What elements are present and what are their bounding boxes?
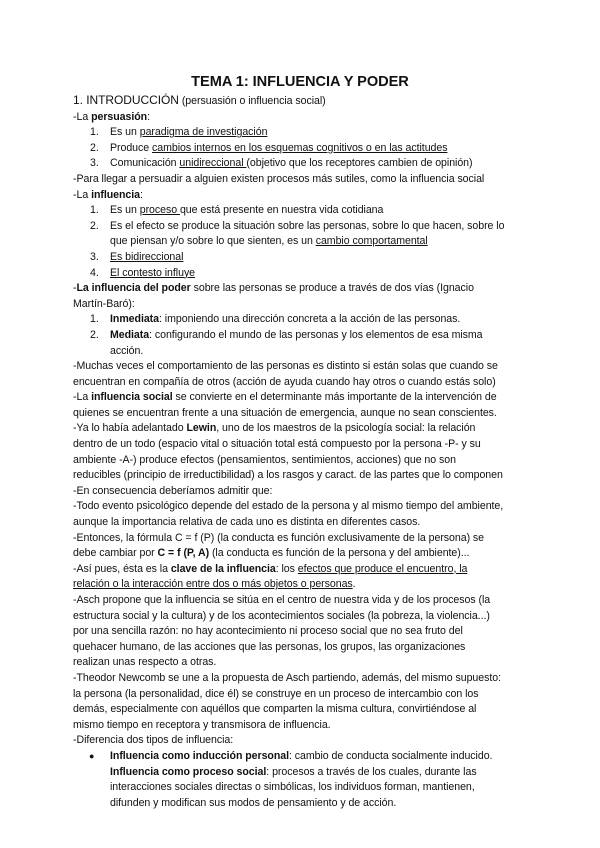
lewin-paragraph: -Ya lo había adelantado Lewin, uno de los maestros de la psicología social: la relación dentro de un todo (espacio vital o situación total está compuesto por la persona -P- y su ambiente -A-) produce efectos (pensamientos, sentimientos, acciones) que no son reducibles (principio de irreductibilidad) a los rasgos y caract. de las partes que lo componen xyxy=(73,422,503,482)
influencia-heading: -La influencia: xyxy=(73,188,143,201)
list-item: 2. Produce cambios internos en los esquemas cognitivos o en las actitudes xyxy=(90,141,448,154)
persuasion-heading: -La persuasión: xyxy=(73,110,150,123)
document-title: TEMA 1: INFLUENCIA Y PODER xyxy=(191,74,409,90)
bullet-icon: ● xyxy=(89,750,95,761)
persuasion-note: -Para llegar a persuadir a alguien existen procesos más sutiles, como la influencia social xyxy=(73,172,485,185)
list-item: 4. El contesto influye xyxy=(90,266,196,279)
list-item: 1. Es un proceso que está presente en nuestra vida cotidiana xyxy=(90,204,384,217)
list-item: 3. Comunicación unidireccional (objetivo que los receptores cambien de opinión) xyxy=(90,157,473,170)
proceso-social-item: Influencia como proceso social: procesos a través de los cuales, durante las interacciones sociales directas o simbólicas, los individuos forman, mantienen, difunden y modifican sus modos de pensamiento y de acción. xyxy=(110,765,477,809)
influencia-social-paragraph: -La influencia social se convierte en el determinante más importante de la intervención de quienes se encuentran frente a una situación de emergencia, aunque no sean conscientes. xyxy=(73,391,497,419)
list-item: 2. Mediata: configurando el mundo de las personas y los elementos de esa misma acción. xyxy=(90,328,483,357)
todo-evento-paragraph: -Todo evento psicológico depende del estado de la persona y al mismo tiempo del ambiente, aunque la importancia relativa de cada uno es distinta en diferentes casos. xyxy=(73,500,504,529)
poder-list xyxy=(73,312,535,359)
influencia-list xyxy=(73,203,535,281)
asch-paragraph: -Asch propone que la influencia se sitúa en el centro de nuestra vida y de los procesos (la estructura social y la cultura) y de los acontecimientos sociales (la pobreza, la violencia...) por una sencilla razón: no hay acontecimiento ni proceso social que no sea fruto del quehacer humano, de las acciones que las personas, los grupos, las organizaciones realizan unas respecto a otras. xyxy=(73,594,491,669)
list-item: 1. Inmediata: imponiendo una dirección concreta a la acción de las personas. xyxy=(90,313,461,326)
formula-paragraph: -Entonces, la fórmula C = f (P) (la conducta es función exclusivamente de la persona) se debe cambiar por C = f (P, A) (la conducta es función de la persona y del ambiente)... xyxy=(73,531,485,560)
newcomb-paragraph: -Theodor Newcomb se une a la propuesta de Asch partiendo, además, del mismo supuesto: la persona (la personalidad, dice él) se construye en un proceso de intercambio con los demás, especialmente con aquéllos que comparten la misma cultura, convirtiéndose al mismo tiempo en receptora y transmisora de influencia. xyxy=(73,671,501,731)
list-item: 2. Es el efecto se produce la situación sobre las personas, sobre lo que hacen, sobre lo que piensan y/o sobre lo que sienten, es un cambio comportamental xyxy=(90,219,505,248)
poder-paragraph: -La influencia del poder sobre las personas se produce a través de dos vías (Ignacio Martín-Baró): xyxy=(73,282,474,310)
intro-heading: 1. INTRODUCCIÓN (persuasión o influencia social) xyxy=(73,93,326,107)
consecuencia-paragraph: -En consecuencia deberíamos admitir que: xyxy=(73,484,273,497)
clave-paragraph: -Así pues, ésta es la clave de la influencia: los efectos que produce el encuentro, la relación o la interacción entre dos o más objetos o personas. xyxy=(73,562,468,591)
persuasion-list xyxy=(73,125,535,172)
muchas-veces-paragraph: -Muchas veces el comportamiento de las personas es distinto si están solas que cuando se encuentran en compañía de otros (acción de ayuda cuando hay otros o cuando estás solo) xyxy=(73,360,498,388)
tipos-list xyxy=(73,749,535,765)
list-item: 1. Es un paradigma de investigación xyxy=(90,126,268,139)
list-item: 3. Es bidireccional xyxy=(90,250,184,263)
list-item: ● Influencia como inducción personal: cambio de conducta socialmente inducido. xyxy=(73,749,535,765)
document-body xyxy=(73,92,535,811)
tipos-paragraph: -Diferencia dos tipos de influencia: xyxy=(73,734,234,747)
